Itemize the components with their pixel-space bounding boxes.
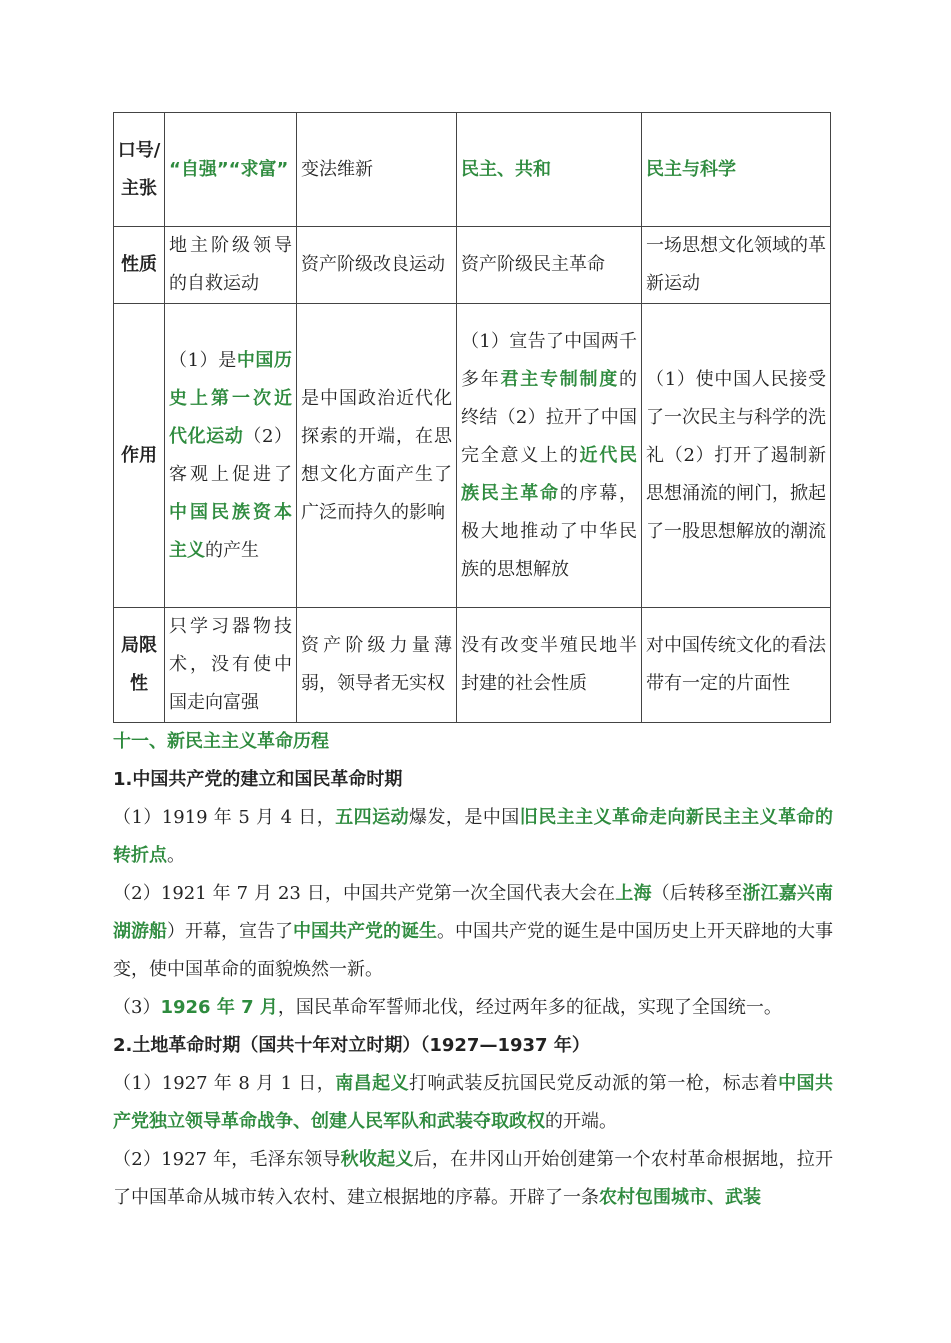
table-row — [114, 227, 831, 304]
text-run: 的终结 — [461, 368, 637, 428]
table-cell — [642, 227, 831, 304]
section-title: 十一、新民主主义革命历程 — [113, 731, 329, 752]
highlight-text: 中国民族资本主义 — [169, 501, 292, 561]
highlight-text: 近代民族民主革命 — [461, 444, 637, 504]
text-run: 地主阶级领导的自救运动 — [169, 235, 292, 294]
text-run: 后，在井冈山开始创建第一个农村革命根据地，拉开了中国革命从城市转入农村、建立根据地的序幕。开辟了一条 — [113, 1149, 834, 1208]
text-run: （后转移至 — [651, 883, 743, 904]
table-cell — [642, 113, 831, 227]
subsection-title: 1.中国共产党的建立和国民革命时期 — [113, 769, 403, 790]
cell-text — [461, 331, 637, 580]
table-cell — [642, 304, 831, 608]
highlight-text: 农村包围城市、武装 — [599, 1187, 761, 1208]
table-cell — [457, 304, 642, 608]
text-run: （2）打开了遏制新思想涌流的闸门，掀起了一股思想解放的潮流 — [646, 444, 827, 542]
cell-text — [169, 350, 292, 561]
paragraph — [113, 1065, 833, 1141]
highlight-text: 旧民主主义革命走向新民主主义革命的转折点 — [113, 807, 833, 866]
table-row — [114, 608, 831, 723]
text-run: （1）是 — [169, 349, 237, 371]
text-run: 一场思想文化领域的革新运动 — [646, 235, 826, 294]
table-cell — [642, 608, 831, 723]
text-run: （1）使中国人民接受了一次民主与科学的洗礼 — [646, 368, 826, 466]
text-run: 没有改变半殖民地半封建的社会性质 — [461, 635, 637, 694]
cell-text — [461, 254, 605, 275]
table-cell — [165, 113, 297, 227]
cell-text — [301, 254, 445, 275]
text-run: 的产生 — [205, 539, 259, 561]
cell-text — [301, 159, 373, 180]
text-run: ）开幕，宣告了 — [167, 921, 293, 942]
cell-text — [461, 159, 551, 180]
table-cell — [297, 227, 457, 304]
table-cell — [165, 304, 297, 608]
highlight-text: 1926 年 7 月 — [160, 997, 278, 1018]
text-run: （1）1927 年 8 月 1 日， — [113, 1073, 336, 1094]
table-cell — [165, 608, 297, 723]
text-run: 的开端。 — [545, 1111, 617, 1132]
text-run: （2）1927 年，毛泽东领导 — [113, 1149, 341, 1170]
text-run: 爆发，是中国 — [409, 807, 520, 828]
text-run: 的序幕，极大地推动了中华民族的思想解放 — [461, 482, 637, 580]
paragraph — [113, 989, 833, 1027]
cell-text — [646, 159, 736, 180]
highlight-text: 上海 — [615, 883, 652, 904]
document-body — [113, 723, 833, 1217]
highlight-text: 五四运动 — [335, 807, 410, 828]
cell-text — [646, 369, 826, 542]
highlight-text: 中国共产党独立领导革命战争、创建人民军队和武装夺取政权 — [113, 1073, 833, 1132]
row-header: 口号/主张 — [114, 113, 165, 227]
text-run: （3） — [113, 997, 161, 1018]
table-cell — [165, 227, 297, 304]
table-cell — [457, 227, 642, 304]
cell-text — [169, 235, 292, 294]
table-cell — [457, 608, 642, 723]
highlight-text: 民主、共和 — [461, 158, 551, 180]
subsection-title: 2.土地革命时期（国共十年对立时期）（1927—1937 年） — [113, 1035, 590, 1056]
highlight-text: 中国共产党的诞生 — [293, 921, 437, 942]
table-cell — [297, 304, 457, 608]
paragraph — [113, 875, 833, 989]
paragraph — [113, 799, 833, 875]
text-run: 对中国传统文化的看法带有一定的片面性 — [646, 635, 826, 694]
text-run: 变法维新 — [301, 158, 373, 180]
text-run: 是中国政治近代化探索的开端，在思想文化方面产生了广泛而持久的影响 — [301, 387, 452, 523]
highlight-text: 中国历史上第一次近代化运动 — [169, 349, 293, 447]
cell-text — [169, 159, 288, 180]
table-row — [114, 113, 831, 227]
row-header: 作用 — [114, 304, 165, 608]
cell-text — [301, 388, 452, 523]
text-run: 只学习器物技术，没有使中国走向富强 — [169, 616, 292, 713]
cell-text — [646, 635, 826, 694]
table-cell — [457, 113, 642, 227]
text-run: ，国民革命军誓师北伐，经过两年多的征战，实现了全国统一。 — [277, 997, 782, 1018]
text-run: 资产阶级改良运动 — [301, 254, 445, 275]
text-run: （2）客观上促进了 — [169, 425, 293, 485]
text-run: （1）1919 年 5 月 4 日， — [113, 807, 336, 828]
text-run: （2）拉开了中国完全意义上的 — [461, 406, 638, 466]
row-header: 性质 — [114, 227, 165, 304]
table-cell — [297, 608, 457, 723]
text-run: 。中国共产党的诞生是中国历史上开天辟地的大事变，使中国革命的面貌焕然一新。 — [113, 921, 833, 980]
cell-text — [461, 635, 637, 694]
comparison-table — [113, 112, 831, 723]
text-run: （1）宣告了中国两千多年 — [461, 330, 637, 390]
cell-text — [646, 235, 826, 294]
cell-text — [301, 635, 452, 694]
highlight-text: “自强”“求富” — [169, 158, 289, 180]
highlight-text: 南昌起义 — [335, 1073, 410, 1094]
paragraph — [113, 1141, 833, 1217]
table-cell — [297, 113, 457, 227]
table-row — [114, 304, 831, 608]
highlight-text: 浙江嘉兴南湖游船 — [113, 883, 834, 942]
highlight-text: 君主专制制度 — [500, 368, 619, 390]
text-run: 打响武装反抗国民党反动派的第一枪，标志着 — [409, 1073, 779, 1094]
highlight-text: 秋收起义 — [340, 1149, 414, 1170]
text-run: 资产阶级力量薄弱，领导者无实权 — [301, 635, 452, 694]
cell-text — [169, 616, 292, 713]
text-run: （2）1921 年 7 月 23 日，中国共产党第一次全国代表大会在 — [113, 883, 616, 904]
text-run: 。 — [167, 845, 185, 866]
row-header: 局限性 — [114, 608, 165, 723]
highlight-text: 民主与科学 — [646, 158, 736, 180]
text-run: 资产阶级民主革命 — [461, 254, 605, 275]
